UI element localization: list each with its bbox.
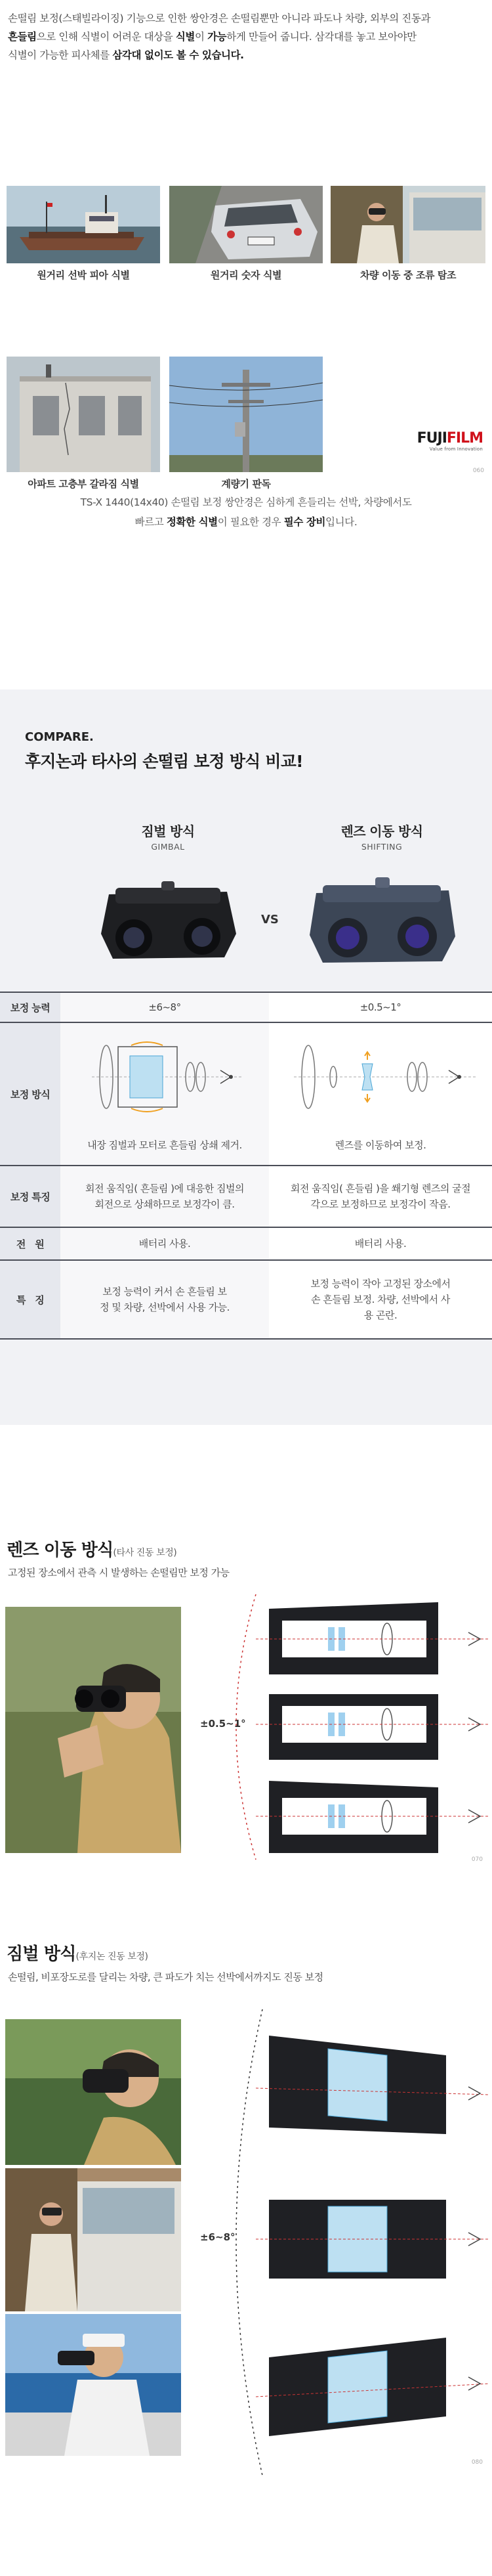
observer-photo bbox=[5, 1607, 181, 1853]
row-power: 전 원 배터리 사용. 배터리 사용. bbox=[0, 1227, 492, 1259]
intro-line-3: 식별이 가능한 피사체를 삼각대 없이도 볼 수 있습니다. bbox=[8, 49, 244, 61]
gimbal-photo-1 bbox=[5, 2019, 181, 2165]
fujifilm-logo: FUJIFILM Value from Innovation bbox=[417, 430, 483, 452]
shifting-heading: 렌즈 이동 방식 SHIFTING bbox=[340, 823, 423, 852]
compare-section bbox=[0, 689, 492, 1425]
gimbal-section-title: 짐벌 방식(후지논 진동 보정) bbox=[7, 1944, 148, 1964]
gimbal-range-label: ±6~8° bbox=[200, 2231, 236, 2243]
page-number-3: 080 bbox=[471, 2459, 483, 2466]
apartment-photo bbox=[7, 357, 160, 472]
caption-ship: 원거리 선박 피아 식별 bbox=[37, 269, 130, 281]
gimbal-section-subtitle: 손떨림, 비포장도로를 달리는 차량, 큰 파도가 치는 선박에서까지도 진동 보정 bbox=[8, 1971, 323, 1983]
gimbal-diagram-set bbox=[230, 2003, 492, 2485]
gimbal-diagram bbox=[92, 1037, 243, 1125]
shift-diagram-set bbox=[230, 1589, 492, 1867]
caption-meter: 계량기 판독 bbox=[221, 478, 271, 490]
page-number-1: 060 bbox=[472, 468, 484, 474]
birdwatching-photo bbox=[331, 186, 485, 263]
page-number-2: 070 bbox=[471, 1856, 483, 1863]
gimbal-photo-2 bbox=[5, 2168, 181, 2311]
compare-label: COMPARE. bbox=[25, 730, 94, 744]
gimbal-heading: 짐벌 방식 GIMBAL bbox=[141, 823, 195, 852]
row-correction-feature: 보정 특징 회전 움직임( 흔들림 )에 대응한 짐벌의 회전으로 상쇄하므로 보정각이 큼. 회전 움직임( 흔들림 )을 쐐기형 렌즈의 굴절각으로 보정하므로 보정각이 작음. bbox=[0, 1165, 492, 1227]
shift-section-title: 렌즈 이동 방식(타사 진동 보정) bbox=[7, 1540, 177, 1560]
shift-section-subtitle: 고정된 장소에서 관측 시 발생하는 손떨림만 보정 가능 bbox=[8, 1567, 230, 1579]
intro-line-2: 흔들림으로 인해 식별이 어려운 대상을 식별이 가능하게 만들어 줍니다. 삼각대를 놓고 보아야만 bbox=[8, 31, 417, 43]
row-correction-method: 보정 방식 내장 짐벌과 모터로 흔들림 상쇄 제거. 렌즈를 이동하여 보정. bbox=[0, 1022, 492, 1165]
caption-car: 원거리 숫자 식별 bbox=[210, 269, 282, 281]
caption-apartment: 아파트 고층부 갈라짐 식별 bbox=[28, 478, 139, 490]
product-description: TS-X 1440(14x40) 손떨림 보정 쌍안경은 심하게 흔들리는 선박, 차량에서도 빠르고 정확한 식별이 필요한 경우 필수 장비입니다. bbox=[80, 496, 412, 528]
caption-bird: 차량 이동 중 조류 탐조 bbox=[359, 269, 457, 281]
meter-photo bbox=[169, 357, 323, 472]
shift-range-label: ±0.5~1° bbox=[200, 1718, 246, 1730]
compare-title: 후지논과 타사의 손떨림 보정 방식 비교! bbox=[25, 752, 303, 771]
competitor-binocular-image bbox=[307, 867, 458, 971]
row-correction-ability: 보정 능력 ±6~8° ±0.5~1° bbox=[0, 992, 492, 1022]
ship-photo bbox=[7, 186, 160, 263]
fujinon-binocular-image bbox=[96, 868, 240, 969]
row-characteristics: 특 징 보정 능력이 커서 손 흔들림 보정 및 차량, 선박에서 사용 가능. 보정 능력이 작아 고정된 장소에서 손 흔들림 보정. 차량, 선박에서 사용 곤란. bbox=[0, 1259, 492, 1340]
car-photo bbox=[169, 186, 323, 263]
vs-label: VS bbox=[261, 913, 279, 927]
gimbal-photo-3 bbox=[5, 2314, 181, 2456]
use-case-gallery bbox=[0, 0, 492, 490]
shifting-diagram bbox=[294, 1037, 478, 1125]
intro-line-1: 손떨림 보정(스태빌라이징) 기능으로 인한 쌍안경은 손떨림뿐만 아니라 파도나 차량, 외부의 진동과 bbox=[8, 12, 431, 24]
